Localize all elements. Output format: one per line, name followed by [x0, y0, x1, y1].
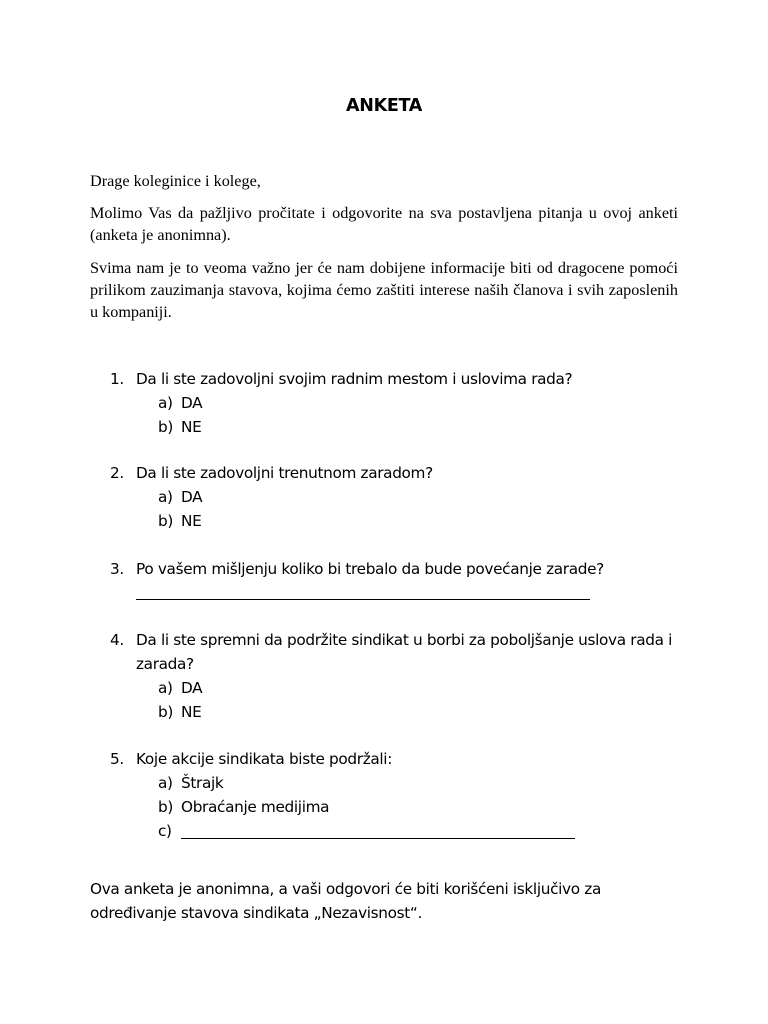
- greeting: Drage koleginice i kolege,: [90, 172, 261, 190]
- question-1: [110, 367, 690, 439]
- option-a[interactable]: [158, 485, 202, 509]
- option-label: NE: [181, 418, 202, 436]
- question-3: [110, 557, 690, 581]
- option-label: DA: [181, 488, 203, 506]
- question-number: 4.: [110, 631, 124, 649]
- option-label: NE: [181, 703, 202, 721]
- option-label: NE: [181, 512, 202, 530]
- question-text: Da li ste zadovoljni trenutnom zaradom?: [136, 464, 433, 482]
- option-letter: b): [158, 418, 173, 436]
- question-4: [110, 628, 690, 724]
- question-text: Po vašem mišljenju koliko bi trebalo da bude povećanje zarade?: [136, 560, 604, 578]
- option-c: [158, 819, 181, 843]
- question-number: 3.: [110, 560, 124, 578]
- option-label: DA: [181, 394, 203, 412]
- option-letter: a): [158, 488, 173, 506]
- option-a[interactable]: [158, 771, 223, 795]
- question-number: 1.: [110, 370, 124, 388]
- option-letter: b): [158, 512, 173, 530]
- option-letter: a): [158, 774, 173, 792]
- option-label: DA: [181, 679, 203, 697]
- answer-line-q3[interactable]: [136, 599, 590, 600]
- intro-paragraph-1: Molimo Vas da pažljivo pročitate i odgovorite na sva postavljena pitanja u ovoj anketi (anketa je anonimna).: [90, 204, 678, 244]
- option-letter: a): [158, 679, 173, 697]
- option-b[interactable]: [158, 509, 201, 533]
- closing-note: Ova anketa je anonimna, a vaši odgovori će biti korišćeni isključivo za određivanje stavova sindikata „Nezavisnost“.: [90, 880, 601, 922]
- option-letter: b): [158, 798, 173, 816]
- question-number: 2.: [110, 464, 124, 482]
- option-label: Obraćanje medijima: [181, 798, 330, 816]
- option-label: Štrajk: [181, 774, 224, 792]
- question-number: 5.: [110, 750, 124, 768]
- intro-paragraph-2: Svima nam je to veoma važno jer će nam dobijene informacije biti od dragocene pomoći prilikom zauzimanja stavova, kojima ćemo zaštiti interese naših članova i svih zaposlenih u kompaniji.: [90, 259, 678, 321]
- option-b[interactable]: [158, 415, 201, 439]
- option-letter: b): [158, 703, 173, 721]
- question-2: [110, 461, 690, 533]
- answer-line-q5-other[interactable]: [181, 838, 575, 839]
- option-a[interactable]: [158, 391, 202, 415]
- question-text: Da li ste zadovoljni svojim radnim mestom i uslovima rada?: [136, 370, 573, 388]
- question-text-line-1: Da li ste spremni da podržite sindikat u borbi za poboljšanje uslova rada i: [136, 631, 673, 649]
- question-text-line-2: zarada?: [136, 655, 194, 673]
- question-5: [110, 747, 690, 843]
- option-b[interactable]: [158, 795, 329, 819]
- option-letter: a): [158, 394, 173, 412]
- question-text: Koje akcije sindikata biste podržali:: [136, 750, 393, 768]
- document-title: ANKETA: [345, 96, 423, 116]
- option-a[interactable]: [158, 676, 202, 700]
- option-letter: c): [158, 822, 172, 840]
- option-b[interactable]: [158, 700, 201, 724]
